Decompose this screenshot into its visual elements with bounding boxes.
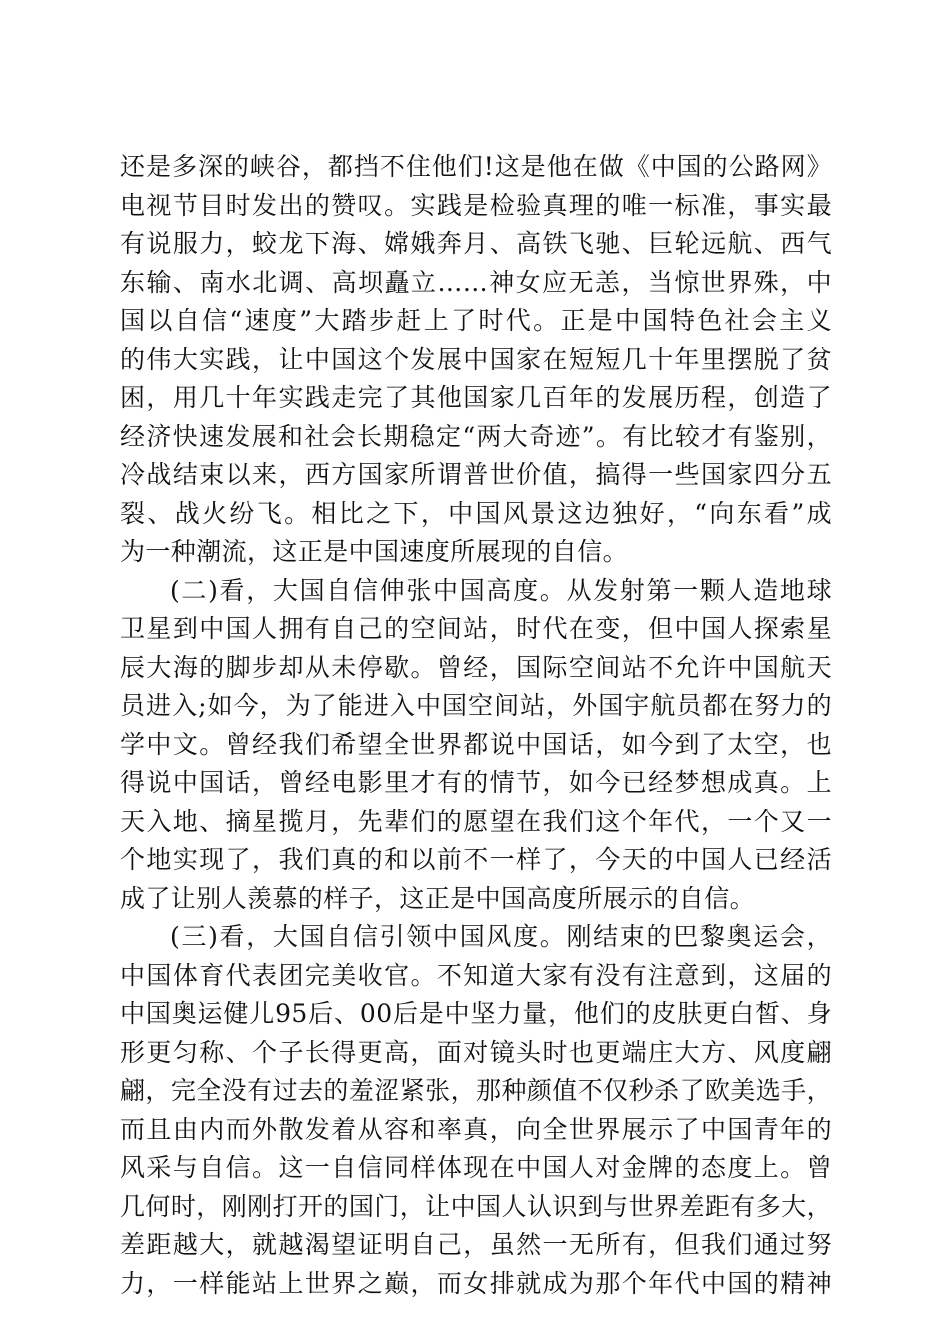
text-line: 辰大海的脚步却从未停歇。曾经，国际空间站不允许中国航天 <box>120 652 832 682</box>
text-line: 成了让别人羡慕的样子，这正是中国高度所展示的自信。 <box>120 883 756 913</box>
text-line: 的伟大实践，让中国这个发展中国家在短短几十年里摆脱了贫 <box>120 344 832 374</box>
text-line: 东输、南水北调、高坝矗立……神女应无恙，当惊世界殊，中 <box>120 267 832 297</box>
text-line: 翩，完全没有过去的羞涩紧张，那种颜值不仅秒杀了欧美选手， <box>120 1076 832 1105</box>
text-line: 冷战结束以来，西方国家所谓普世价值，搞得一些国家四分五 <box>120 460 832 489</box>
text-line: 风采与自信。这一自信同样体现在中国人对金牌的态度上。曾 <box>120 1153 832 1182</box>
text-line: 天入地、摘星揽月，先辈们的愿望在我们这个年代，一个又一 <box>120 806 832 836</box>
text-line: 国以自信“速度”大踏步赶上了时代。正是中国特色社会主义 <box>120 306 832 335</box>
paragraph-3 <box>120 918 832 1303</box>
text-line: 力，一样能站上世界之巅，而女排就成为那个年代中国的精神 <box>120 1268 832 1298</box>
text-line: 为一种潮流，这正是中国速度所展现的自信。 <box>120 537 629 566</box>
text-line: 还是多深的峡谷，都挡不住他们!这是他在做《中国的公路网》 <box>120 152 832 181</box>
text-line: 几何时，刚刚打开的国门，让中国人认识到与世界差距有多大， <box>120 1191 832 1221</box>
text-line: 有说服力，蛟龙下海、嫦娥奔月、高铁飞驰、巨轮远航、西气 <box>120 229 832 258</box>
text-line: 经济快速发展和社会长期稳定“两大奇迹”。有比较才有鉴别， <box>120 421 832 451</box>
text-line: 个地实现了，我们真的和以前不一样了，今天的中国人已经活 <box>120 845 832 874</box>
text-line: 得说中国话，曾经电影里才有的情节，如今已经梦想成真。上 <box>120 768 832 797</box>
text-line: 员进入;如今，为了能进入中国空间站，外国宇航员都在努力的 <box>120 691 832 720</box>
paragraph-1 <box>120 148 832 572</box>
text-line: (三)看，大国自信引领中国风度。刚结束的巴黎奥运会， <box>170 922 832 951</box>
text-line: 而且由内而外散发着从容和率真，向全世界展示了中国青年的 <box>120 1114 832 1144</box>
text-line: 困，用几十年实践走完了其他国家几百年的发展历程，创造了 <box>120 383 832 412</box>
text-line: (二)看，大国自信伸张中国高度。从发射第一颗人造地球 <box>170 575 832 605</box>
text-line: 卫星到中国人拥有自己的空间站，时代在变，但中国人探索星 <box>120 614 832 643</box>
text-line: 差距越大，就越渴望证明自己，虽然一无所有，但我们通过努 <box>120 1230 832 1259</box>
document-body <box>120 148 832 1303</box>
text-line: 中国体育代表团完美收官。不知道大家有没有注意到，这届的 <box>120 960 832 990</box>
text-line: 裂、战火纷飞。相比之下，中国风景这边独好，“向东看”成 <box>120 498 832 528</box>
text-line: 学中文。曾经我们希望全世界都说中国话，如今到了太空，也 <box>120 729 832 759</box>
text-line: 电视节目时发出的赞叹。实践是检验真理的唯一标准，事实最 <box>120 190 832 220</box>
paragraph-2 <box>120 572 832 919</box>
text-line: 中国奥运健儿95后、00后是中坚力量，他们的皮肤更白皙、身 <box>120 999 832 1028</box>
text-line: 形更匀称、个子长得更高，面对镜头时也更端庄大方、风度翩 <box>120 1037 832 1067</box>
